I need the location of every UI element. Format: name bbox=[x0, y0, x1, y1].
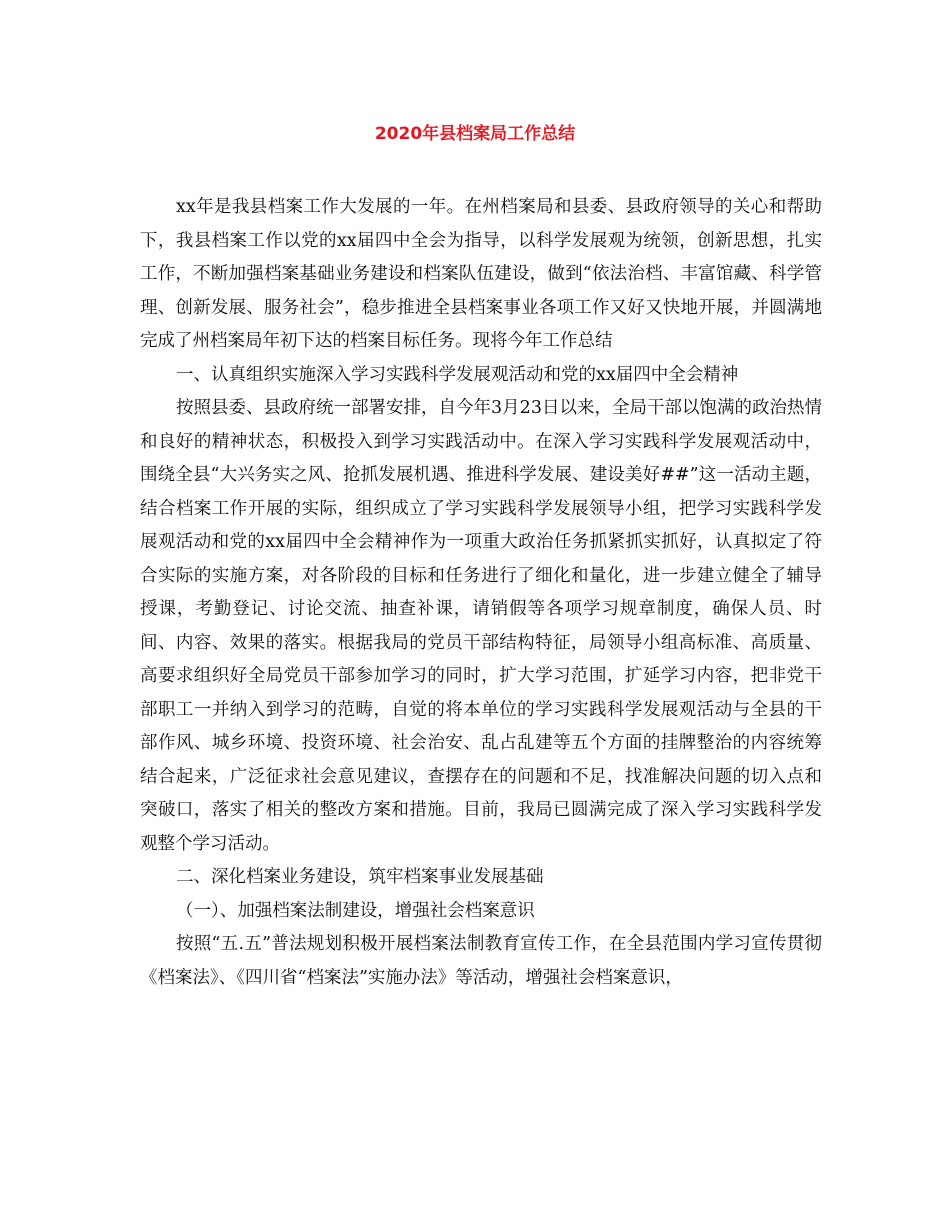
section-heading-2: 二、深化档案业务建设，筑牢档案事业发展基础 bbox=[176, 867, 544, 887]
paragraph-intro: xx年是我县档案工作大发展的一年。在州档案局和县委、县政府领导的关心和帮助下，我县档案工作以党的xx届四中全会为指导，以科学发展观为统领，创新思想，扎实工作，不断加强档案基础业务建设和档案队伍建设，做到“依法治档、丰富馆藏、科学管理、创新发展、服务社会”，稳步推进全县档案事业各项工作又好又快地开展，并圆满地完成了州档案局年初下达的档案目标任务。现将今年工作总结 bbox=[140, 197, 822, 351]
paragraph-subsection-2-1: 按照“五.五”普法规划积极开展档案法制教育宣传工作，在全县范围内学习宣传贯彻《档案法》、《四川省“档案法”实施办法》等活动，增强社会档案意识， bbox=[140, 934, 822, 988]
document-body bbox=[140, 191, 822, 995]
section-heading-1: 一、认真组织实施深入学习实践科学发展观活动和党的xx届四中全会精神 bbox=[176, 364, 739, 385]
subsection-heading-2-1: （一）、加强档案法制建设，增强社会档案意识 bbox=[176, 900, 535, 921]
document-title: 2020年县档案局工作总结 bbox=[374, 124, 576, 144]
paragraph-section-1: 按照县委、县政府统一部署安排，自今年3月23日以来，全局干部以饱满的政治热情和良好的精神状态，积极投入到学习实践活动中。在深入学习实践科学发展观活动中，围绕全县“大兴务实之风、抢抓发展机遇、推进科学发展、建设美好##”这一活动主题，结合档案工作开展的实际，组织成立了学习实践科学发展领导小组，把学习实践科学发展观活动和党的xx届四中全会精神作为一项重大政治任务抓紧抓实抓好，认真拟定了符合实际的实施方案，对各阶段的目标和任务进行了细化和量化，进一步建立健全了辅导授课，考勤登记、讨论交流、抽查补课，请销假等各项学习规章制度，确保人员、时间、内容、效果的落实。根据我局的党员干部结构特征，局领导小组高标准、高质量、高要求组织好全局党员干部参加学习的同时，扩大学习范围，扩延学习内容，把非党干部职工一并纳入到学习的范畴，自觉的将本单位的学习实践科学发展观活动与全县的干部作风、城乡环境、投资环境、社会治安、乱占乱建等五个方面的挂牌整治的内容统筹结合起来，广泛征求社会意见建议，查摆存在的问题和不足，找准解决问题的切入点和突破口，落实了相关的整改方案和措施。目前，我局已圆满完成了深入学习实践科学发观整个学习活动。 bbox=[140, 398, 822, 854]
